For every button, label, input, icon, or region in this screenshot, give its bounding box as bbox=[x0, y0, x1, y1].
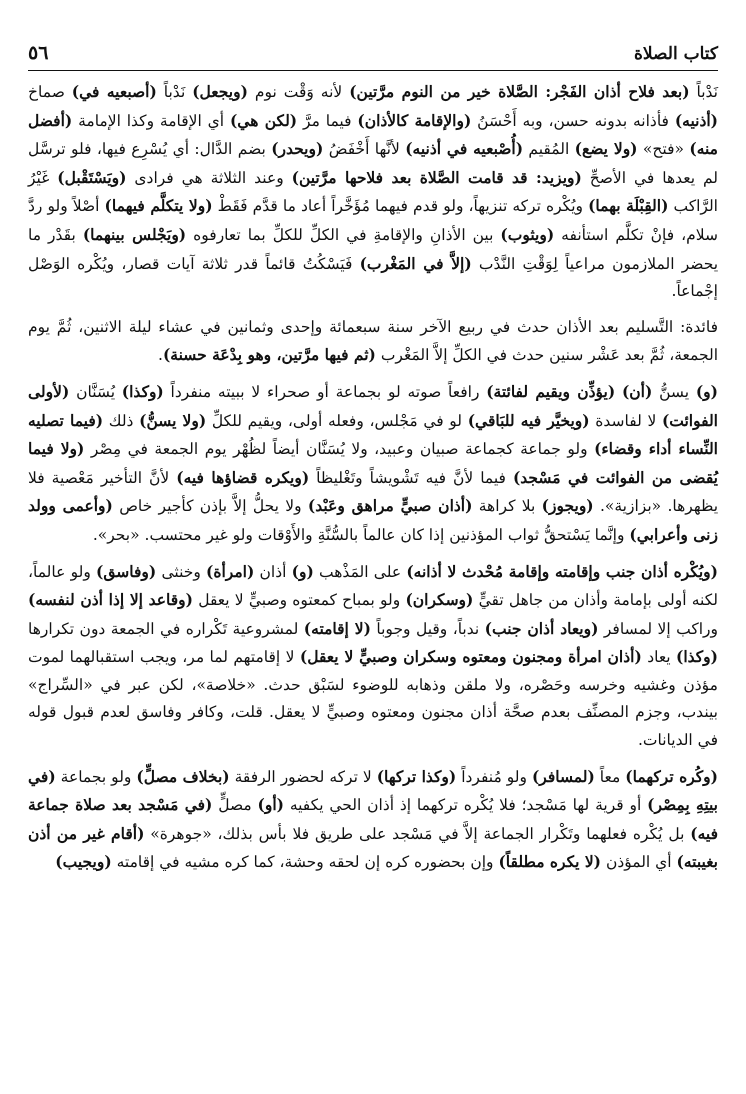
bold-text-run: (ويجيب) bbox=[55, 852, 112, 872]
bold-text-run: (والإقامة كالأذان) bbox=[357, 110, 472, 130]
bold-text-run: (ويَجْلس بينهما) bbox=[82, 224, 187, 244]
bold-text-run: (لكن هي) bbox=[229, 110, 298, 130]
text-run: فأذانه بدونه حسن، وبه أَحْسَنُ bbox=[471, 111, 675, 130]
text-run: لا تركه لحضور الرفقة bbox=[229, 767, 377, 786]
text-run: لأنه وَقْت نوم bbox=[247, 83, 350, 101]
text-run: لا إقامتهم لما مر، ويجب استقبالهما لموت مؤذن وغشيه وخرسه وحَصْره، ولا ملقن وذهابه للوضوء لسَبْق حدث. «خلاصة»، لكن عبر في «السِّراج» بيندب، وجزم المصنِّف بعدم صحَّة أذان مجنون ومعتوه وصبيٍّ لا يعقل. قلت، وكافر وفاسق لعدم قبول قوله في الديانات. bbox=[28, 648, 718, 750]
bold-text-run: (ثم فيها مرَّتين، وهو بِدْعَة حسنة) bbox=[162, 345, 376, 365]
text-run: غَيْرُ الرَّاكب bbox=[28, 168, 718, 216]
paragraph-4 bbox=[28, 558, 718, 755]
text-run: ولو مُنفرداً bbox=[456, 767, 532, 786]
bold-text-run: (ولا يسنُّ) bbox=[139, 410, 207, 430]
bold-text-run: (وفاسق) bbox=[96, 561, 157, 581]
bold-text-run: (ولا يتكلَّم فيهما) bbox=[104, 196, 213, 216]
bold-text-run: (أصبعيه في) bbox=[71, 82, 157, 101]
bold-text-run: (ويثوب) bbox=[500, 224, 555, 244]
text-run: ذلك bbox=[103, 411, 140, 430]
bold-text-run: (يؤذِّن ويقيم لفائتة) bbox=[486, 381, 616, 401]
text-run: فيما مرَّ bbox=[297, 111, 358, 130]
bold-text-run: (أذان صبيٍّ مراهق وعَبْد) bbox=[307, 496, 473, 516]
bold-text-run: (و) bbox=[695, 381, 718, 401]
bold-text-run: (بخلاف مصلٍّ) bbox=[136, 766, 230, 786]
text-run: لمشروعية تَكْراره في الجمعة دون تكرارها bbox=[28, 619, 304, 638]
text-run: رافعاً صوته لو بجماعة أو صحراء لا ببيته منفرداً bbox=[163, 382, 487, 401]
text-run: يعاد bbox=[641, 648, 677, 667]
bold-text-run: (وسكران) bbox=[405, 590, 474, 610]
text-run: لا لفاسدة bbox=[589, 411, 662, 430]
bold-text-run: (فيما تصليه النِّساء أداء وقضاء) bbox=[28, 410, 718, 459]
text-run: لأنَّ التأخير مَعْصية فلا يظهرها. «بزازية». bbox=[28, 468, 719, 516]
text-run: أذان bbox=[254, 562, 292, 581]
text-run: أصْلاً ولو ردَّ سلام، فإنْ تكلَّم استأنفه bbox=[28, 197, 719, 244]
text-body bbox=[28, 78, 718, 877]
text-run: فائدة: التَّسليم بعد الأذان حدث في ربيع الآخر سنة سبعمائة وإحدى وثمانين في عشاء ليلة الاثنين، ثُمَّ يوم الجمعة، ثُمَّ بعد عَشْر سنين حدث في الكلِّ إلاَّ المَغْرب bbox=[28, 317, 718, 365]
running-title: كتاب الصلاة bbox=[633, 44, 718, 64]
text-run: ولو بجماعة bbox=[55, 767, 137, 786]
bold-text-run: (أو) bbox=[257, 795, 284, 815]
text-run: يُسَنَّان bbox=[69, 382, 122, 401]
text-run: أي الإقامة وكذا الإمامة bbox=[72, 111, 230, 130]
page-number: ٥٦ bbox=[28, 42, 49, 64]
text-run: ولو عالماً، لكنه أولى بإمامة وأذان من جاهل تقيٍّ bbox=[28, 562, 718, 610]
bold-text-run: (لمسافر) bbox=[531, 766, 595, 786]
text-run: ويُكْره تركه تنزيهاً، ولو قدم فيهما مُؤَخَّراً أعاد ما قدَّم فَقَطْ bbox=[212, 197, 589, 216]
text-run: ولو جماعة كجماعة صبيان وعبيد، ولا يُسَنَّان أيضاً لظُهْر يوم الجمعة في مِصْر bbox=[84, 440, 595, 459]
paragraph-3 bbox=[28, 378, 718, 550]
text-run: ندباً، وقيل وجوباً bbox=[370, 619, 485, 638]
bold-text-run: (أذنيه) bbox=[674, 110, 719, 130]
paragraph-5 bbox=[28, 763, 718, 877]
bold-text-run: (أُصْبعيه في أذنيه) bbox=[405, 139, 524, 159]
bold-text-run: (ويكره قضاؤها فيه) bbox=[176, 467, 310, 487]
page-header bbox=[28, 40, 718, 71]
bold-text-run: (إلاَّ في المَغْرب) bbox=[359, 253, 472, 273]
text-run: فَيَسْكُتُ قائماً قدر ثلاثة آيات قصار، ويُكْره الوَصْل إجْماعاً. bbox=[28, 254, 718, 301]
bold-text-run: (ويجعل) bbox=[192, 82, 248, 101]
text-run: مصلٍّ bbox=[212, 796, 258, 815]
bold-text-run: (وكذا) bbox=[676, 647, 719, 667]
bold-text-run: (لا إقامته) bbox=[303, 618, 371, 638]
bold-text-run: (ويجوز) bbox=[541, 496, 594, 516]
text-run: أو قرية لها مَسْجد؛ فلا يُكْره تركهما إذ أذان الحي يكفيه bbox=[284, 796, 648, 815]
bold-text-run: (ويخيَّر فيه للبَاقي) bbox=[467, 410, 590, 430]
text-run: صماخ bbox=[28, 83, 72, 101]
text-run: أي المؤذن bbox=[601, 853, 677, 872]
paragraph-1 bbox=[28, 78, 718, 306]
text-run: نَدْباً bbox=[156, 83, 193, 101]
bold-text-run: (أن) bbox=[621, 381, 653, 401]
text-run: يسنُّ bbox=[652, 382, 696, 401]
bold-text-run: (وقاعد إلا إذا أذن لنفسه) bbox=[28, 590, 194, 610]
bold-text-run: (لأولى الفوائت) bbox=[28, 381, 718, 430]
text-run: نَدْباً bbox=[689, 83, 718, 101]
bold-text-run: (وكذا) bbox=[121, 381, 164, 401]
paragraph-2 bbox=[28, 314, 718, 370]
text-run: وراكب إلا لمسافر bbox=[598, 619, 718, 638]
bold-text-run: (وكُره تركهما) bbox=[625, 766, 718, 786]
text-run: على المَذْهب bbox=[313, 562, 407, 581]
bold-text-run: (لا يكره مطلقاً) bbox=[498, 852, 602, 872]
text-run: بقَدْر ما يحضر الملازمون مراعياً لِوَقْتِ النَّدْب bbox=[28, 225, 719, 273]
bold-text-run: (ويَسْتَقْبل) bbox=[57, 167, 127, 187]
text-run bbox=[615, 383, 622, 401]
text-run: فيما لأنَّ فيه تَشْويشاً وتَغْليظاً bbox=[309, 468, 513, 487]
text-run: «فتح» bbox=[637, 140, 690, 159]
text-run: . bbox=[158, 346, 163, 365]
bold-text-run: (وكذا تركها) bbox=[376, 766, 457, 786]
text-run: لأنَّها أَخْفَضُ bbox=[323, 140, 406, 159]
bold-text-run: (في مَسْجد بعد صلاة جماعة فيه) bbox=[28, 795, 718, 843]
bold-text-run: (بعد فلاح أذان الفَجْر: الصَّلاة خير من النوم مرَّتين) bbox=[349, 82, 690, 101]
text-run: وإنَّما يَسْتحقُّ ثواب المؤذنين إذا كان عالماً بالسُّنَّةِ والأَوْقات ولو غير محتسب. «بحر». bbox=[92, 525, 630, 544]
bold-text-run: (امرأة) bbox=[206, 561, 255, 581]
bold-text-run: (أذان امرأة ومجنون ومعتوه وسكران وصبيٍّ لا يعقل) bbox=[299, 647, 642, 667]
text-run: بل يُكْره فعلهما وتَكْرار الجماعة إلاَّ في مَسْجد على طريق فلا بأس بذلك، «جوهرة» bbox=[144, 824, 691, 843]
bold-text-run: (في بيتِهِ بِمِصْر) bbox=[28, 766, 718, 815]
bold-text-run: (القِبْلَة بهما) bbox=[588, 196, 669, 216]
bold-text-run: (ويحدر) bbox=[271, 139, 324, 159]
text-run: ولا يحلُّ إلاَّ بإذن كأجير خاص bbox=[112, 497, 308, 516]
bold-text-run: (وأعمى وولد زنى وأعرابي) bbox=[28, 496, 718, 544]
bold-text-run: (ولا يضع) bbox=[574, 139, 638, 159]
text-run: وخنثى bbox=[156, 562, 207, 581]
text-run: بلا كراهة bbox=[472, 497, 542, 516]
text-run: وإن بحضوره كره إن لحقه وحشة، كما كره مشيه في إقامته bbox=[111, 853, 499, 872]
text-run: بين الأذانِ والإقامةِ في الكلِّ للكلِّ بما تعارفوه bbox=[186, 225, 501, 244]
text-run: ولو بمباح كمعتوه وصبيٍّ لا يعقل bbox=[193, 591, 406, 610]
text-run: معاً bbox=[594, 767, 626, 786]
bold-text-run: (ولا فيما يُقضى من الفوائت في مَسْجد) bbox=[28, 439, 718, 487]
bold-text-run: (و) bbox=[291, 561, 314, 581]
bold-text-run: (أفضل منه) bbox=[28, 110, 718, 159]
text-run: المُقيم bbox=[523, 140, 575, 159]
bold-text-run: (ويُكْره أذان جنب وإقامته وإقامة مُحْدث لا أذانه) bbox=[406, 561, 718, 581]
text-run: لو في مَجْلس، وفعله أولى، ويقيم للكلِّ bbox=[206, 411, 468, 430]
bold-text-run: (ويعاد أذان جنب) bbox=[484, 618, 599, 638]
text-run: بضم الدَّال: أي يُسْرِع فيها، فلو ترسَّل لم يعدها في الأصحِّ bbox=[28, 140, 719, 187]
text-run: وعند الثلاثة هي فرادى bbox=[126, 168, 292, 187]
bold-text-run: (ويزيد: قد قامت الصَّلاة بعد فلاحها مرَّتين) bbox=[291, 167, 582, 187]
bold-text-run: (أقام غير من أذن بغيبته) bbox=[28, 823, 718, 872]
